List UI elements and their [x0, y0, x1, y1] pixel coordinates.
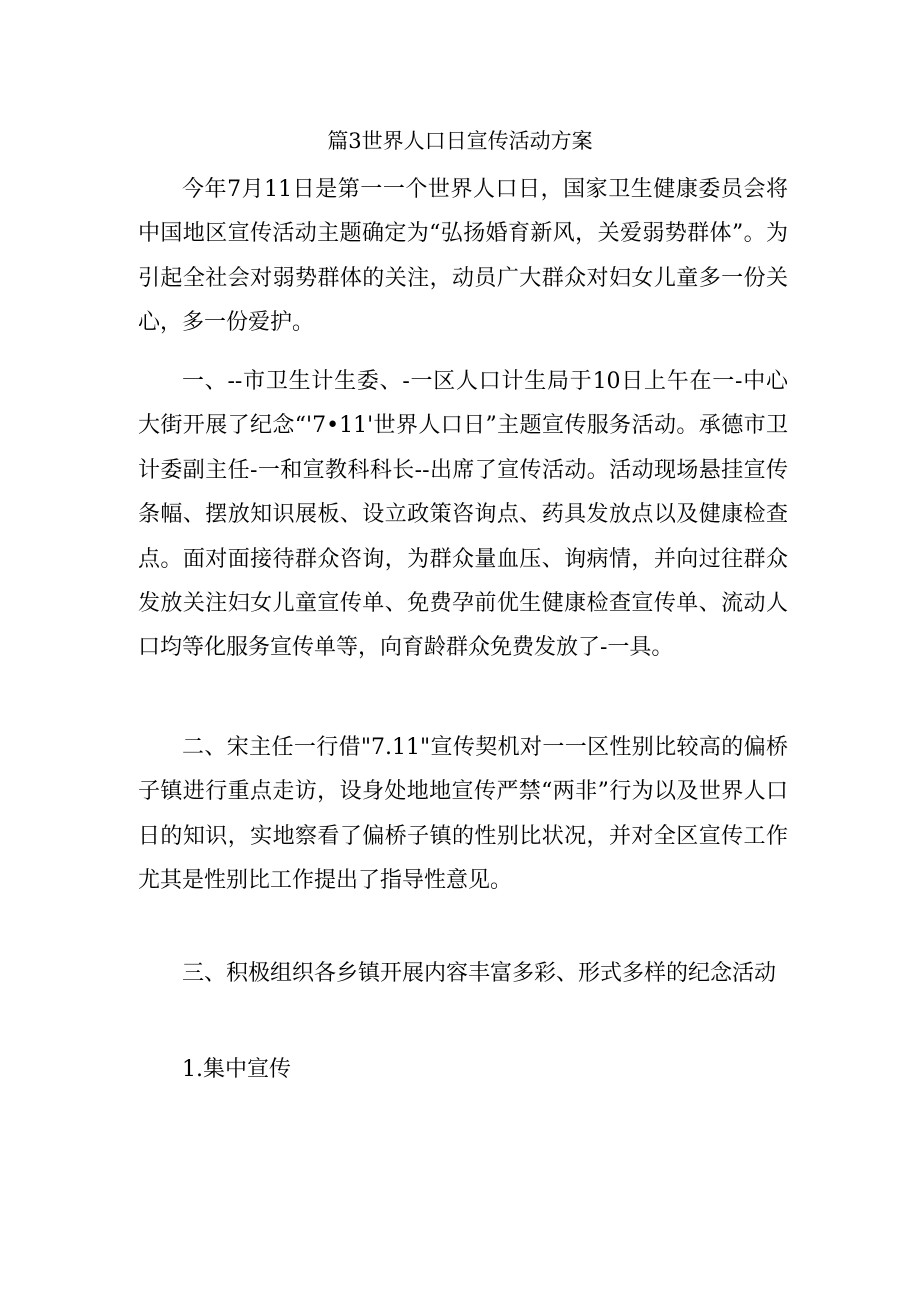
paragraph-section-one: 一、--市卫生计生委、-一区人口计生局于10日上午在一-中心大街开展了纪念“'7•11'世界人口日”主题宣传服务活动。承德市卫计委副主任-一和宣教科科长--出席了宣传活动。活动现场悬挂宣传条幅、摆放知识展板、设立政策咨询点、药具发放点以及健康检查点。面对面接待群众咨询，为群众量血压、询病情，并向过往群众发放关注妇女儿童宣传单、免费孕前优生健康检查宣传单、流动人口均等化服务宣传单等，向育龄群众免费发放了-一具。: [138, 369, 788, 661]
paragraph-section-three: 三、积极组织各乡镇开展内容丰富多彩、形式多样的纪念活动: [182, 961, 777, 986]
paragraph-item-one: 1.集中宣传: [182, 1057, 291, 1082]
document-title: 篇3世界人口日宣传活动方案: [327, 129, 593, 153]
paragraph-intro: 今年7月11日是第一一个世界人口日，国家卫生健康委员会将中国地区宣传活动主题确定为“弘扬婚育新风，关爱弱势群体”。为引起全社会对弱势群体的关注，动员广大群众对妇女儿童多一份关心，多一份爱护。: [138, 177, 788, 336]
paragraph-section-two: 二、宋主任一行借"7.11"宣传契机对一一区性别比较高的偏桥子镇进行重点走访，设身处地地宣传严禁“两非”行为以及世界人口日的知识，实地察看了偏桥子镇的性别比状况，并对全区宣传工作尤其是性别比工作提出了指导性意见。: [138, 735, 788, 894]
